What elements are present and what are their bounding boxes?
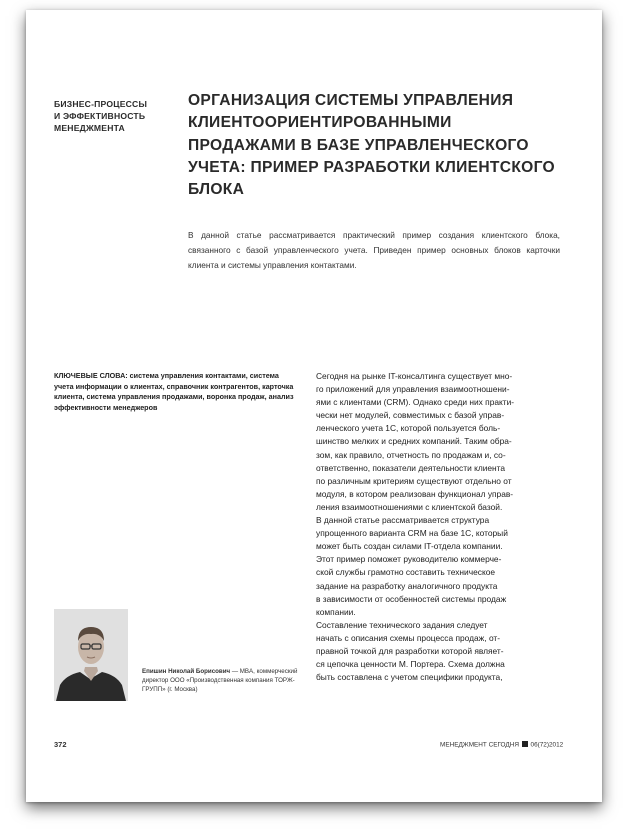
author-portrait-icon [54,609,128,701]
journal-footer [440,741,563,749]
section-label: БИЗНЕС-ПРОЦЕССЫ И ЭФФЕКТИВНОСТЬ МЕНЕДЖМЕНТА [54,99,148,133]
keywords-text: система управления контактами, система учета информации о клиентах, справочник контрагентов, карточка клиента, система управления продажами, воронка продаж, анализ эффективности менеджеров [54,371,294,412]
square-separator-icon [522,741,528,747]
author-details: — MBA, коммерческий директор ООО «Производственная компания ТОРЖ-ГРУПП» (г. Москва) [142,668,298,693]
keywords [54,371,299,413]
article-title: ОРГАНИЗАЦИЯ СИСТЕМЫ УПРАВЛЕНИЯ КЛИЕНТООРИЕНТИРОВАННЫМИ ПРОДАЖАМИ В БАЗЕ УПРАВЛЕНЧЕСКОГО УЧЕТА: ПРИМЕР РАЗРАБОТКИ КЛИЕНТСКОГО БЛОКА [188,92,555,199]
journal-name: МЕНЕДЖМЕНТ СЕГОДНЯ [440,741,519,749]
page-number: 372 [54,740,67,749]
article-abstract: В данной статье рассматривается практический пример создания клиентского блока, связанного с базой управленческого учета. Приведен пример основных блоков карточки клиента и системы управления контактами. [188,230,560,270]
journal-issue: 06(72)2012 [530,741,564,749]
author-name: Епишин Николай Борисович [142,668,231,675]
keywords-label: КЛЮЧЕВЫЕ СЛОВА: [54,371,128,380]
article-body: Сегодня на рынке IT-консалтинга существует мно- го приложений для управления взаимоотношени- ями с клиентами (CRM). Однако среди них практи- чески нет модулей, совместимых с базой управ- ленческого учета 1С, которой пользуется боль- шинство мелких и средних компаний. Таким обра- зом, как правило, отчетность по продажам и, со- ответственно, показатели деятельности клиента по различным критериям существуют отдельно от модуля, в котором реализован функционал управ- ления взаимоотношениями с клиентской базой. В данной статье рассматривается структура упрощенного варианта CRM на базе 1С, который может быть создан силами IT-отдела компании. Этот пример поможет руководителю коммерче- ской службы грамотно составить техническое задание на разработку аналогичного продукта в зависимости от особенностей системы продаж компании. Составление технического задания следует начать с описания схемы процесса продаж, от- правной точкой для разработки которой являет- ся цепочка ценности М. Портера. Схема должна быть составлена с учетом специфики продукта, [316,371,515,683]
author-photo [54,609,128,701]
author-info [142,667,307,694]
